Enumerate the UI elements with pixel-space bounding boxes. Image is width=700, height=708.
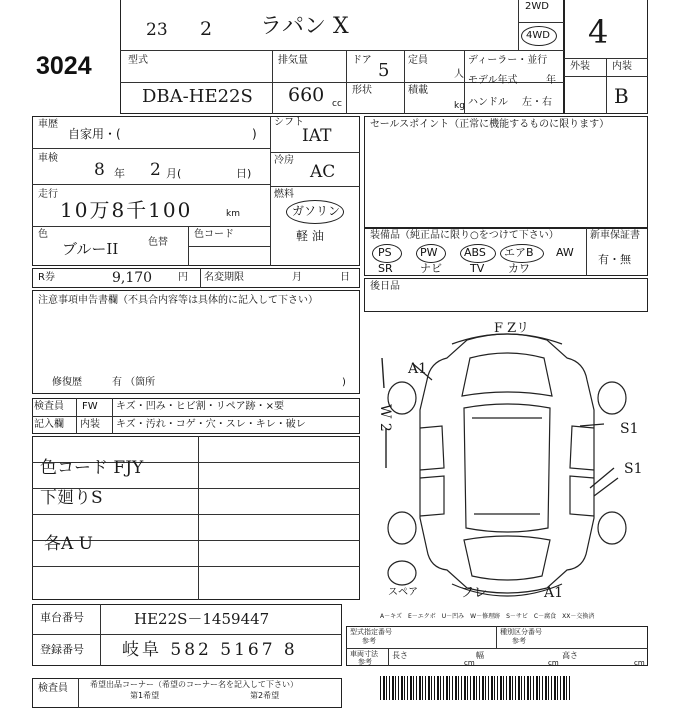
inspection-month: 2	[150, 160, 161, 180]
equip-sr: SR	[378, 262, 393, 275]
model-value: DBA-HE22S	[142, 86, 253, 107]
repair-close: )	[342, 377, 346, 388]
recycle-value: 9,170	[112, 270, 153, 286]
recycle-unit: 円	[178, 272, 188, 283]
model-year-label: モデル年式	[468, 75, 518, 86]
inspector-note-1: 色コード FJY	[40, 458, 144, 478]
diagram-label-fre: フレ	[460, 585, 488, 601]
wheel-rear-right	[598, 512, 626, 544]
doors-value: 5	[378, 60, 390, 81]
plate-value: 岐阜 582 5167 8	[122, 640, 298, 660]
model-year-unit: 年	[546, 75, 556, 86]
wheel-front-right	[598, 382, 626, 414]
diagram-label-a1-bottom: A1	[544, 585, 564, 601]
equip-abs-circle	[460, 244, 496, 263]
checker-fw-items: キズ・凹み・ヒビ割・リペア跡・×要	[116, 401, 284, 412]
certified-sub: 参考	[362, 637, 376, 645]
paint-change-label: 色替	[148, 237, 168, 248]
interior-grade: B	[614, 84, 629, 108]
inspection-label: 車検	[38, 153, 58, 164]
width-label: 幅	[476, 651, 484, 660]
diagram-body-outline	[420, 334, 594, 593]
inspection-year-unit: 年	[114, 167, 125, 180]
shift-label: シフト	[274, 117, 304, 128]
color-code-label: 色コード	[194, 229, 234, 240]
height-label: 高さ	[562, 651, 578, 660]
displacement-unit: cc	[332, 99, 342, 109]
aftermarket-frame	[364, 278, 648, 312]
repair-value: 有 （箇所	[112, 377, 156, 388]
footer-second-label: 第2希望	[250, 691, 280, 700]
doors-label: ドア	[352, 55, 372, 66]
diagram-right-side	[570, 426, 594, 516]
size-label: 車両寸法	[350, 650, 378, 658]
category-label: 種別区分番号	[500, 628, 542, 636]
model-year: 23	[146, 20, 168, 40]
lot-number: 3024	[36, 52, 92, 80]
equip-ps-circle	[372, 244, 402, 263]
checker-interior-items: キズ・汚れ・コゲ・穴・スレ・キレ・破レ	[116, 419, 306, 430]
handle-label: ハンドル	[468, 97, 508, 108]
checker-interior: 内装	[80, 419, 100, 430]
chassis-value: HE22S－1459447	[134, 610, 270, 628]
exterior-label: 外装	[570, 61, 590, 72]
overall-grade: 4	[588, 13, 609, 51]
length-label: 長さ	[392, 651, 408, 660]
size-sub: 参考	[358, 658, 372, 666]
shift-value: IAT	[302, 126, 332, 146]
equip-pw: PW	[420, 246, 438, 259]
inspection-year: 8	[94, 160, 105, 180]
drive-2wd: 2WD	[525, 1, 549, 12]
length-unit: cm	[464, 659, 475, 667]
barcode	[380, 676, 570, 700]
warranty-label: 新車保証書	[590, 230, 640, 241]
diagram-label-a1-left: A1	[408, 361, 428, 377]
fuel-diesel: 軽 油	[296, 229, 324, 243]
mileage-label: 走行	[38, 189, 58, 200]
equip-navi: ナビ	[420, 262, 442, 275]
equip-airbag: エアB	[504, 246, 534, 259]
equip-airbag-circle	[500, 244, 544, 263]
warranty-value: 有・無	[598, 253, 631, 266]
name-change-label: 名変期限	[204, 272, 244, 283]
displacement-label: 排気量	[278, 55, 308, 66]
chassis-label: 車台番号	[40, 611, 84, 624]
model-label: 型式	[128, 55, 148, 66]
repair-label: 修復歴	[52, 377, 82, 388]
category-sub: 参考	[512, 637, 526, 645]
name-change-day: 日	[340, 272, 350, 283]
plate-label: 登録番号	[40, 643, 84, 656]
checker-label-1: 検査員	[34, 401, 64, 412]
mileage-unit: km	[226, 209, 240, 219]
equip-ps: PS	[378, 246, 392, 259]
height-unit: cm	[634, 659, 645, 667]
spare-tire	[388, 561, 416, 585]
drive-4wd: 4WD	[526, 30, 550, 41]
equip-aw: AW	[556, 246, 574, 259]
registration-close: )	[252, 127, 257, 141]
equip-pw-circle	[416, 244, 446, 263]
diagram-label-top: F Zリ	[494, 321, 530, 336]
diagram-rear	[464, 536, 550, 580]
diagram-roof	[464, 404, 550, 532]
wheel-rear-left	[388, 512, 416, 544]
inspection-month-unit: 月(	[166, 167, 182, 180]
interior-label: 内装	[612, 61, 632, 72]
shape-label: 形状	[352, 85, 372, 96]
aircon-value: AC	[310, 162, 336, 182]
diagram-hood	[462, 353, 552, 396]
mileage-value: 10万8千100	[60, 198, 193, 222]
diagram-label-spare: スペア	[388, 587, 418, 598]
registration-value: 自家用・(	[68, 127, 121, 141]
footer-first-label: 第1希望	[130, 691, 160, 700]
inspector-note-2: 下廻りS	[40, 488, 103, 508]
capacity-unit: 人	[454, 69, 464, 80]
footer-inspector-label: 検査員	[38, 683, 68, 694]
fuel-label: 燃料	[274, 189, 294, 200]
inspector-note-3: 各A U	[44, 534, 94, 554]
color-value: ブルーII	[62, 240, 119, 258]
checker-fw: FW	[82, 401, 98, 412]
sales-point-label: セールスポイント（正常に機能するものに限ります）	[370, 119, 610, 130]
recycle-label: R券	[38, 272, 55, 283]
model-month: 2	[200, 18, 213, 40]
equip-tv: TV	[470, 262, 485, 275]
fuel-gasoline: ガソリン	[292, 204, 341, 218]
load-label: 積載	[408, 85, 428, 96]
name-change-month: 月	[292, 272, 302, 283]
car-name: ラパン X	[260, 14, 349, 39]
diagram-left-side	[420, 426, 444, 516]
checker-label-2: 記入欄	[34, 419, 64, 430]
equipment-label: 装備品（純正品に限り○をつけて下さい）	[370, 230, 559, 241]
sales-point-frame	[364, 116, 648, 228]
load-unit: kg	[454, 101, 465, 111]
width-unit: cm	[548, 659, 559, 667]
diagram-label-w2: W 2	[377, 404, 393, 432]
color-label: 色	[38, 229, 48, 240]
capacity-label: 定員	[408, 55, 428, 66]
aftermarket-label: 後日品	[370, 281, 400, 292]
dealer-label: ディーラー・並行	[468, 55, 548, 66]
certified-label: 型式指定番号	[350, 628, 392, 636]
diagram-legend: A－キズ E－エクボ U－凹み W－修理跡 S－サビ C－腐食 XX－交換済	[380, 613, 595, 620]
diagram-label-s1-lower: S1	[624, 461, 643, 477]
equip-abs: ABS	[464, 246, 486, 259]
footer-hope-label: 希望出品コーナー（希望のコーナー名を記入して下さい）	[90, 680, 298, 689]
handle-value: 左・右	[522, 97, 552, 108]
registration-label: 車歴	[38, 119, 58, 130]
displacement-value: 660	[288, 84, 325, 106]
equip-leather: カワ	[508, 262, 530, 275]
aircon-label: 冷房	[274, 155, 294, 166]
diagram-label-s1-upper: S1	[620, 421, 639, 437]
inspection-day-unit: 日)	[236, 167, 252, 180]
recycle-frame	[32, 268, 360, 288]
notes-label: 注意事項申告書欄（不具合内容等は具体的に記入して下さい）	[38, 295, 318, 306]
